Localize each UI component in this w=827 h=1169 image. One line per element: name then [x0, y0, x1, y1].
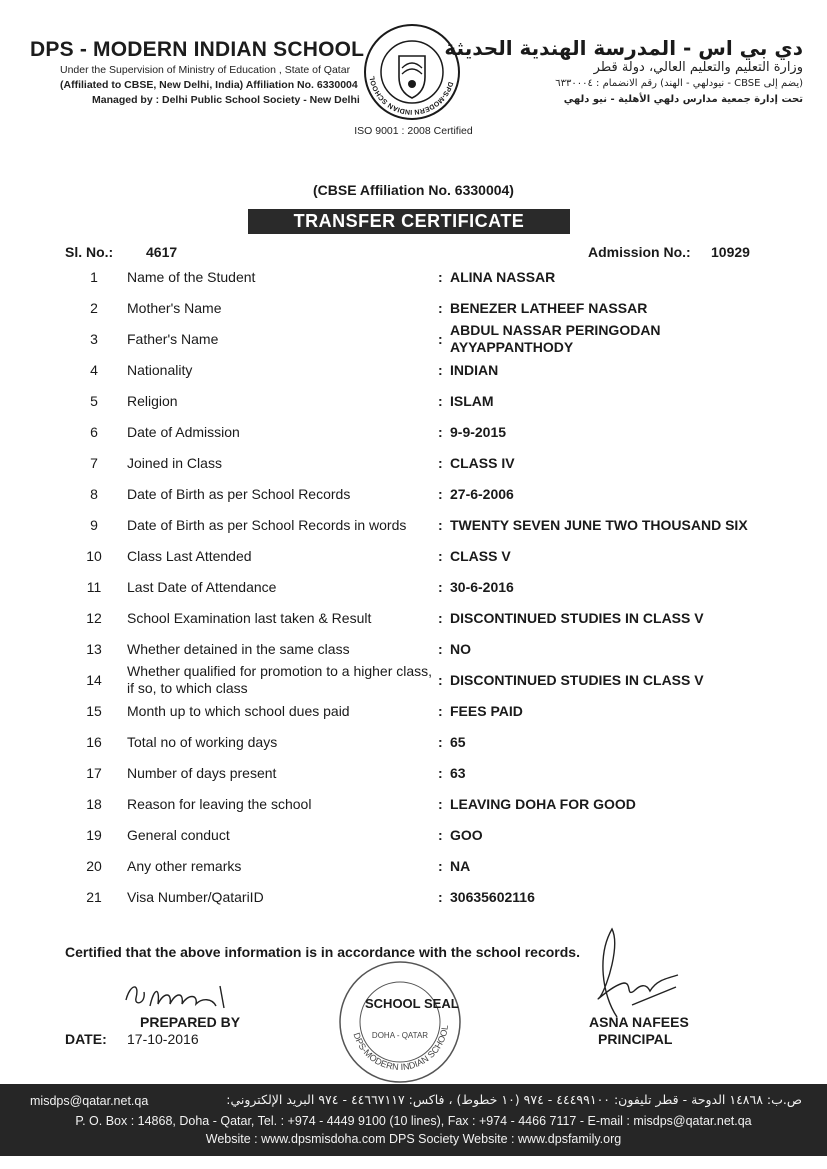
school-name: DPS - MODERN INDIAN SCHOOL — [30, 38, 365, 61]
row-number: 5 — [90, 393, 98, 409]
row-label: Joined in Class — [127, 455, 222, 471]
row-number: 8 — [90, 486, 98, 502]
principal-signature — [572, 925, 682, 1020]
footer-websites: Website : www.dpsmisdoha.com DPS Society Website : www.dpsfamily.org — [205, 1132, 622, 1146]
record-row — [0, 262, 827, 290]
row-value: CLASS IV — [450, 455, 515, 471]
row-label: Total no of working days — [127, 734, 278, 750]
row-label: Name of the Student — [127, 269, 256, 285]
row-number: 6 — [90, 424, 98, 440]
seal-ring-text: DPS-MODERN INDIAN SCHOOL — [351, 1024, 450, 1073]
row-separator: : — [438, 858, 443, 874]
row-value: 9-9-2015 — [450, 424, 507, 440]
row-label: Reason for leaving the school — [127, 796, 312, 812]
row-number: 18 — [86, 796, 102, 812]
prepared-by-label: PREPARED BY — [140, 1014, 241, 1030]
row-value: GOO — [450, 827, 483, 843]
row-number: 2 — [90, 300, 98, 316]
record-row — [0, 386, 827, 414]
footer-email: misdps@qatar.net.qa — [30, 1094, 149, 1108]
managed-by-line: Managed by : Delhi Public School Society - New Delhi — [92, 94, 360, 106]
row-value: NA — [450, 858, 471, 874]
row-value: ABDUL NASSAR PERINGODAN AYYAPPANTHODY — [450, 322, 661, 355]
managed-by-line-arabic: تحت إدارة جمعية مدارس دلهي الأهلية - نيو دلهي — [563, 94, 803, 105]
record-row — [0, 603, 827, 631]
record-row — [0, 322, 827, 355]
row-label: Class Last Attended — [127, 548, 252, 564]
row-separator: : — [438, 672, 443, 688]
row-number: 9 — [90, 517, 98, 533]
record-row — [0, 510, 827, 538]
seal-city-text: DOHA - QATAR — [371, 1031, 429, 1040]
row-label: Any other remarks — [127, 858, 242, 874]
row-value: ALINA NASSAR — [450, 269, 556, 285]
record-row — [0, 634, 827, 662]
row-number: 10 — [86, 548, 102, 564]
record-row — [0, 448, 827, 476]
row-label: Nationality — [127, 362, 193, 378]
row-value: 30-6-2016 — [450, 579, 514, 595]
row-label: Mother's Name — [127, 300, 222, 316]
row-separator: : — [438, 610, 443, 626]
row-label: Number of days present — [127, 765, 277, 781]
record-row — [0, 696, 827, 724]
record-row — [0, 479, 827, 507]
row-separator: : — [438, 827, 443, 843]
row-value: CLASS V — [450, 548, 511, 564]
row-separator: : — [438, 548, 443, 564]
record-row — [0, 851, 827, 879]
footer-bar — [0, 1084, 827, 1156]
row-label: Date of Birth as per School Records — [127, 486, 351, 502]
row-number: 17 — [86, 765, 102, 781]
row-label: Whether qualified for promotion to a higher class, if so, to which class — [127, 663, 433, 696]
row-value: ISLAM — [450, 393, 494, 409]
row-label: Father's Name — [127, 331, 219, 347]
cbse-affiliation: (CBSE Affiliation No. 6330004) — [313, 182, 514, 198]
certification-statement: Certified that the above information is in accordance with the school records. — [65, 944, 580, 960]
record-row — [0, 820, 827, 848]
footer-address-arabic: ص.ب: ١٤٨٦٨ الدوحة - قطر تليفون: ٤٤٤٩٩١٠٠ - ٩٧٤ (١٠ خطوط) ، فاكس: ٤٤٦٦٧١١٧ - ٩٧٤ البريد الإلكتروني: — [226, 1092, 802, 1107]
row-number: 15 — [86, 703, 102, 719]
row-number: 21 — [86, 889, 102, 905]
ministry-line-arabic: وزارة التعليم والتعليم العالي، دولة قطر — [593, 60, 803, 75]
row-separator: : — [438, 269, 443, 285]
row-value: 65 — [450, 734, 466, 750]
row-separator: : — [438, 393, 443, 409]
row-label: Month up to which school dues paid — [127, 703, 350, 719]
row-separator: : — [438, 765, 443, 781]
row-value: 63 — [450, 765, 466, 781]
row-number: 16 — [86, 734, 102, 750]
row-value: LEAVING DOHA FOR GOOD — [450, 796, 636, 812]
serial-number-value: 4617 — [146, 244, 178, 260]
row-separator: : — [438, 734, 443, 750]
row-separator: : — [438, 796, 443, 812]
school-name-arabic: دي بي اس - المدرسة الهندية الحديثة — [444, 36, 803, 60]
admission-number-value: 10929 — [711, 244, 750, 260]
principal-name: ASNA NAFEES — [589, 1014, 689, 1030]
row-separator: : — [438, 455, 443, 471]
row-number: 7 — [90, 455, 98, 471]
row-number: 12 — [86, 610, 102, 626]
certificate-title: TRANSFER CERTIFICATE — [248, 209, 570, 234]
row-value: DISCONTINUED STUDIES IN CLASS V — [450, 610, 704, 626]
record-row — [0, 541, 827, 569]
school-seal-stamp — [335, 960, 465, 1084]
row-number: 1 — [90, 269, 98, 285]
serial-number-label: Sl. No.: — [65, 244, 114, 260]
row-separator: : — [438, 889, 443, 905]
row-label: Religion — [127, 393, 178, 409]
row-number: 14 — [86, 672, 102, 688]
row-value: INDIAN — [450, 362, 499, 378]
row-separator: : — [438, 579, 443, 595]
row-value: TWENTY SEVEN JUNE TWO THOUSAND SIX — [450, 517, 748, 533]
row-number: 4 — [90, 362, 98, 378]
school-seal-label: SCHOOL SEAL — [365, 996, 459, 1011]
row-label: School Examination last taken & Result — [127, 610, 372, 626]
footer-address: P. O. Box : 14868, Doha - Qatar, Tel. : +974 - 4449 9100 (10 lines), Fax : +974 - 4466 7117 - E-mail : misdps@qatar.net.qa — [75, 1114, 752, 1128]
row-number: 20 — [86, 858, 102, 874]
affiliation-line: (Affiliated to CBSE, New Delhi, India) Affiliation No. 6330004 — [60, 79, 358, 91]
admission-number-label: Admission No.: — [588, 244, 691, 260]
row-number: 19 — [86, 827, 102, 843]
record-row — [0, 417, 827, 445]
row-label: Visa Number/QatariID — [127, 889, 264, 905]
affiliation-line-arabic: (يضم إلى CBSE - نيودلهي - الهند) رقم الانضمام : ٦٣٣٠٠٠٤ — [555, 78, 803, 89]
record-row — [0, 882, 827, 910]
record-row — [0, 789, 827, 817]
row-separator: : — [438, 424, 443, 440]
row-value: 27-6-2006 — [450, 486, 514, 502]
row-value: DISCONTINUED STUDIES IN CLASS V — [450, 672, 704, 688]
row-separator: : — [438, 300, 443, 316]
row-separator: : — [438, 331, 443, 347]
row-number: 13 — [86, 641, 102, 657]
date-label: DATE: — [65, 1031, 107, 1047]
row-label: Date of Birth as per School Records in words — [127, 517, 407, 533]
row-value: 30635602116 — [450, 889, 535, 905]
iso-certification: ISO 9001 : 2008 Certified — [354, 125, 473, 137]
record-row — [0, 663, 827, 696]
row-number: 3 — [90, 331, 98, 347]
row-label: Date of Admission — [127, 424, 240, 440]
principal-title: PRINCIPAL — [598, 1031, 673, 1047]
record-row — [0, 727, 827, 755]
row-separator: : — [438, 362, 443, 378]
row-separator: : — [438, 641, 443, 657]
row-separator: : — [438, 517, 443, 533]
record-row — [0, 293, 827, 321]
row-value: BENEZER LATHEEF NASSAR — [450, 300, 648, 316]
prepared-by-signature — [120, 978, 240, 1014]
row-separator: : — [438, 703, 443, 719]
supervision-line: Under the Supervision of Ministry of Education , State of Qatar — [60, 64, 351, 76]
logo-ring-text: DPS-MODERN INDIAN SCHOOL — [369, 75, 454, 116]
record-row — [0, 758, 827, 786]
row-label: General conduct — [127, 827, 230, 843]
row-label: Whether detained in the same class — [127, 641, 350, 657]
row-separator: : — [438, 486, 443, 502]
row-label: Last Date of Attendance — [127, 579, 277, 595]
row-value: NO — [450, 641, 471, 657]
record-row — [0, 355, 827, 383]
row-value: FEES PAID — [450, 703, 523, 719]
record-row — [0, 572, 827, 600]
date-value: 17-10-2016 — [127, 1031, 199, 1047]
row-number: 11 — [86, 579, 102, 595]
